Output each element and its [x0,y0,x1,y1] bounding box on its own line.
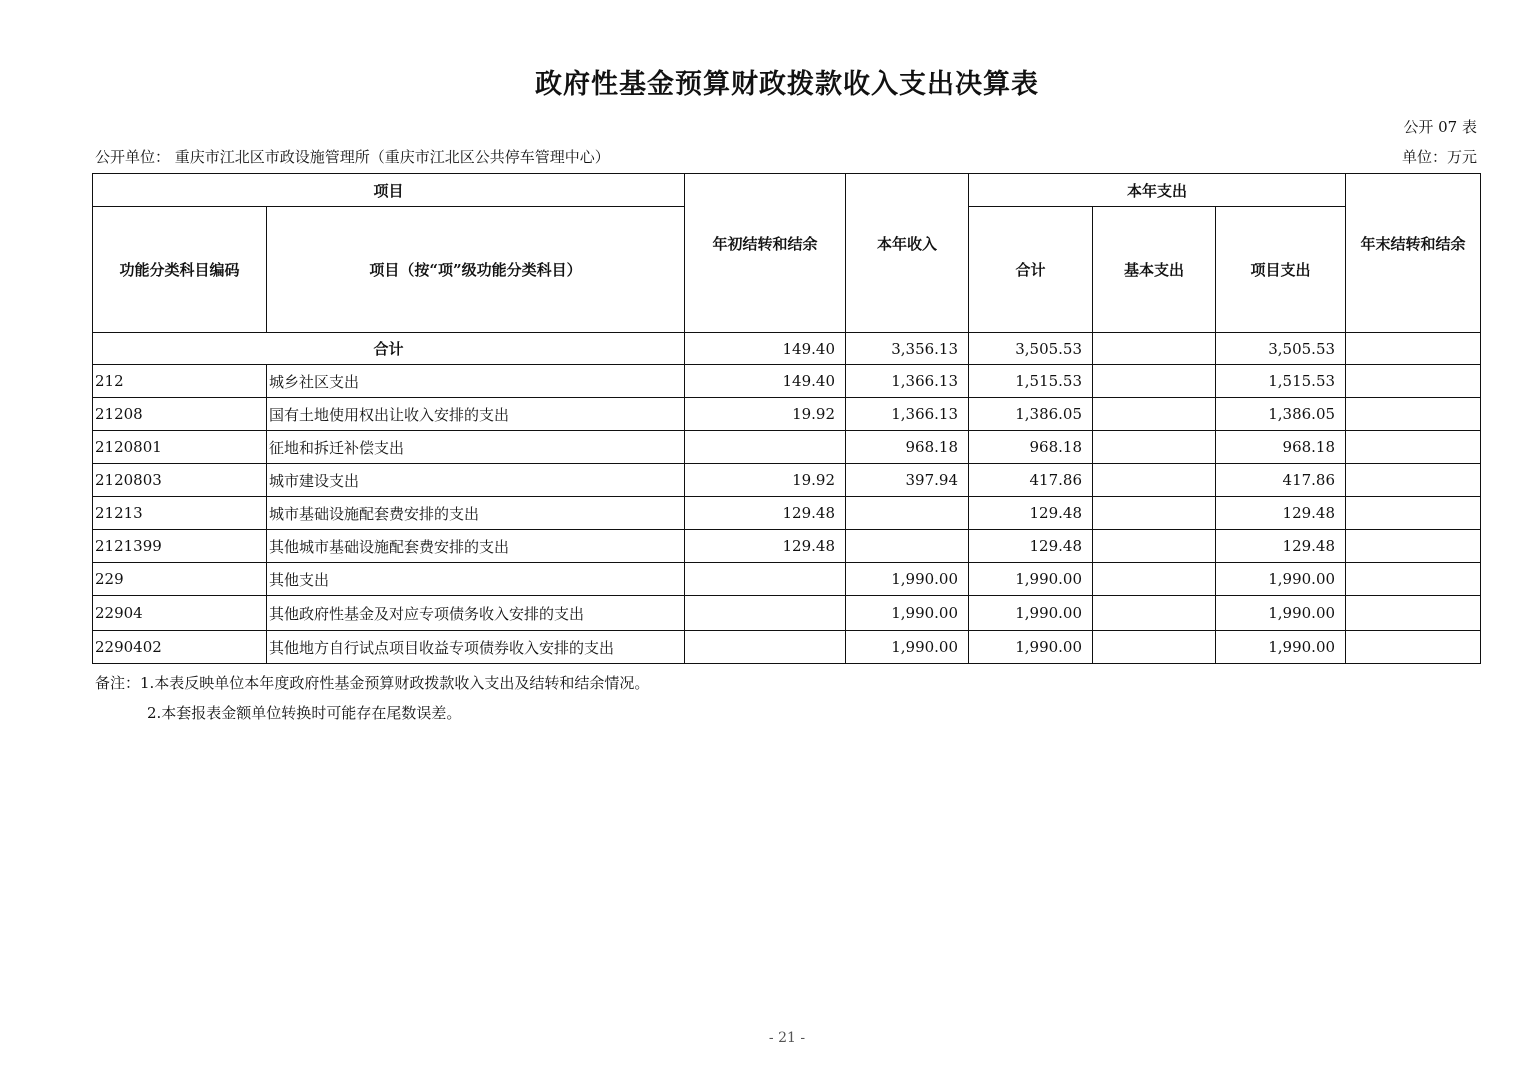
header-expense-project: 项目支出 [1216,207,1346,333]
table-row [93,464,1481,497]
row-expense-basic [1093,431,1216,464]
row-end-balance [1346,563,1481,596]
row-expense-basic [1093,464,1216,497]
row-expense-project: 417.86 [1216,464,1346,497]
row-end-balance [1346,431,1481,464]
row-expense-project: 1,386.05 [1216,398,1346,431]
row-end-balance [1346,631,1481,664]
row-code: 22904 [93,596,267,631]
table-row [93,365,1481,398]
table-row [93,530,1481,563]
row-begin-balance: 19.92 [685,464,846,497]
row-begin-balance: 129.48 [685,530,846,563]
row-code: 212 [93,365,267,398]
row-name: 其他政府性基金及对应专项债务收入安排的支出 [267,596,685,631]
header-begin-balance: 年初结转和结余 [685,174,846,333]
row-expense-basic [1093,530,1216,563]
note-2: 2.本套报表金额单位转换时可能存在尾数误差。 [147,704,462,722]
row-expense-total: 1,515.53 [969,365,1093,398]
row-income: 968.18 [846,431,969,464]
row-name: 其他地方自行试点项目收益专项债券收入安排的支出 [267,631,685,664]
row-code: 21208 [93,398,267,431]
row-end-balance [1346,464,1481,497]
row-name: 其他支出 [267,563,685,596]
row-name: 其他城市基础设施配套费安排的支出 [267,530,685,563]
row-code: 2121399 [93,530,267,563]
row-expense-basic [1093,365,1216,398]
header-expense-basic: 基本支出 [1093,207,1216,333]
row-expense-project: 129.48 [1216,530,1346,563]
row-begin-balance [685,431,846,464]
table-row [93,431,1481,464]
row-expense-total: 417.86 [969,464,1093,497]
table-row [93,563,1481,596]
row-begin-balance [685,596,846,631]
row-expense-basic [1093,398,1216,431]
row-expense-project: 1,990.00 [1216,596,1346,631]
row-expense-project: 1,990.00 [1216,631,1346,664]
row-begin-balance: 19.92 [685,398,846,431]
row-end-balance [1346,497,1481,530]
row-income: 1,366.13 [846,398,969,431]
row-expense-basic [1093,596,1216,631]
row-income: 397.94 [846,464,969,497]
notes [95,668,649,728]
row-code: 21213 [93,497,267,530]
header-end-balance: 年末结转和结余 [1346,174,1481,333]
total-begin-balance: 149.40 [685,333,846,365]
row-income [846,530,969,563]
table-row [93,398,1481,431]
row-name: 城乡社区支出 [267,365,685,398]
row-end-balance [1346,365,1481,398]
row-end-balance [1346,596,1481,631]
page-title: 政府性基金预算财政拨款收入支出决算表 [535,69,1039,100]
header-name: 项目（按“项”级功能分类科目） [267,207,685,333]
row-expense-total: 968.18 [969,431,1093,464]
row-name: 国有土地使用权出让收入安排的支出 [267,398,685,431]
row-name: 城市基础设施配套费安排的支出 [267,497,685,530]
table-row [93,631,1481,664]
row-income: 1,990.00 [846,596,969,631]
row-expense-basic [1093,631,1216,664]
page-number: - 21 - [768,1030,806,1046]
note-1: 备注：1.本表反映单位本年度政府性基金预算财政拨款收入支出及结转和结余情况。 [95,674,650,692]
row-expense-basic [1093,497,1216,530]
row-expense-project: 968.18 [1216,431,1346,464]
row-code: 2290402 [93,631,267,664]
row-expense-total: 1,990.00 [969,631,1093,664]
row-end-balance [1346,398,1481,431]
total-income: 3,356.13 [846,333,969,365]
total-expense-basic [1093,333,1216,365]
row-expense-project: 129.48 [1216,497,1346,530]
row-income: 1,366.13 [846,365,969,398]
row-expense-total: 1,990.00 [969,563,1093,596]
row-name: 征地和拆迁补偿支出 [267,431,685,464]
row-begin-balance [685,631,846,664]
total-end-balance [1346,333,1481,365]
row-income: 1,990.00 [846,631,969,664]
total-label: 合计 [93,333,685,365]
form-number: 公开 07 表 [1403,118,1477,136]
row-expense-total: 129.48 [969,530,1093,563]
row-code: 2120803 [93,464,267,497]
total-row [93,333,1481,365]
table-row [93,596,1481,631]
row-expense-basic [1093,563,1216,596]
row-expense-total: 1,990.00 [969,596,1093,631]
total-expense-project: 3,505.53 [1216,333,1346,365]
row-code: 2120801 [93,431,267,464]
header-code: 功能分类科目编码 [93,207,267,333]
header-expense-group: 本年支出 [969,174,1346,207]
total-expense-total: 3,505.53 [969,333,1093,365]
row-begin-balance: 149.40 [685,365,846,398]
header-project: 项目 [93,174,685,207]
header-income: 本年收入 [846,174,969,333]
row-expense-total: 1,386.05 [969,398,1093,431]
row-begin-balance [685,563,846,596]
budget-table [92,173,1481,664]
row-expense-total: 129.48 [969,497,1093,530]
row-code: 229 [93,563,267,596]
row-expense-project: 1,990.00 [1216,563,1346,596]
row-begin-balance: 129.48 [685,497,846,530]
currency-unit: 单位：万元 [1401,148,1477,166]
row-expense-project: 1,515.53 [1216,365,1346,398]
row-income: 1,990.00 [846,563,969,596]
row-end-balance [1346,530,1481,563]
row-name: 城市建设支出 [267,464,685,497]
reporting-unit: 公开单位： 重庆市江北区市政设施管理所（重庆市江北区公共停车管理中心） [95,148,610,166]
header-expense-total: 合计 [969,207,1093,333]
row-income [846,497,969,530]
table-row [93,497,1481,530]
